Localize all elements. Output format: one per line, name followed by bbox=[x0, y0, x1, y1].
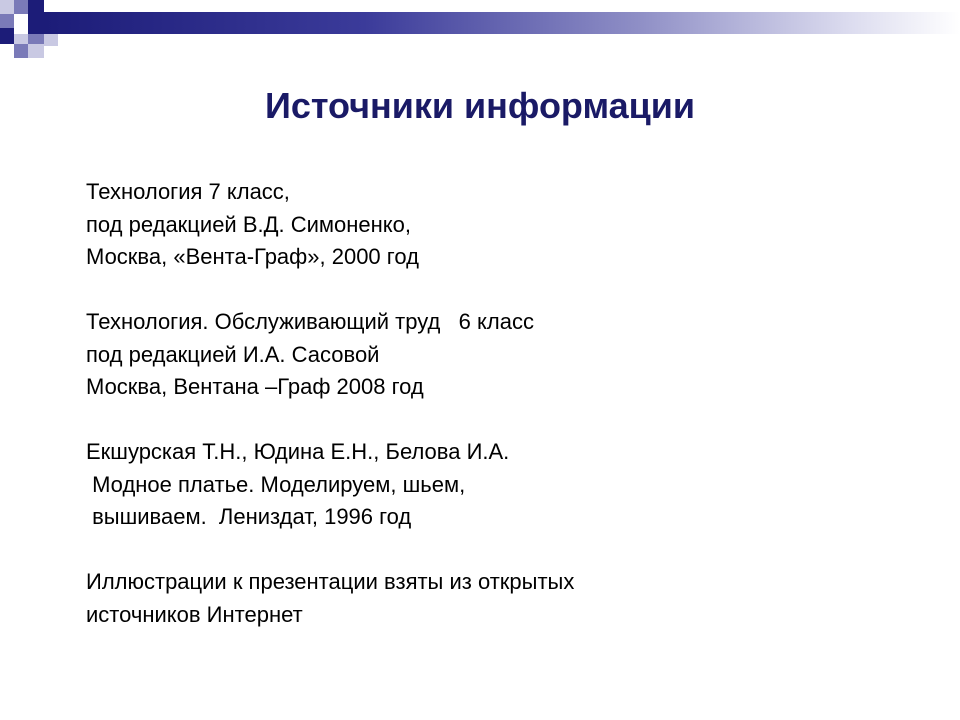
deco-square bbox=[14, 34, 28, 44]
source-line: источников Интернет bbox=[86, 601, 303, 627]
deco-square bbox=[14, 0, 28, 14]
deco-square bbox=[28, 0, 44, 14]
deco-square bbox=[28, 44, 44, 58]
deco-square bbox=[0, 14, 14, 28]
deco-square bbox=[44, 34, 58, 46]
source-line: под редакцией В.Д. Симоненко, bbox=[86, 211, 412, 237]
source-entry bbox=[86, 306, 906, 404]
source-line: Екшурская Т.Н., Юдина Е.Н., Белова И.А. bbox=[86, 439, 510, 464]
deco-square bbox=[0, 28, 14, 44]
source-line: Модное платье. Моделируем, шьем, bbox=[86, 471, 466, 497]
source-entry bbox=[86, 436, 906, 534]
source-line: под редакцией И.А. Сасовой bbox=[86, 341, 380, 367]
source-entry bbox=[86, 566, 906, 631]
source-line: Иллюстрации к презентации взяты из открытых bbox=[86, 569, 575, 594]
header-gradient-band bbox=[44, 12, 960, 34]
deco-square bbox=[14, 44, 28, 58]
decorative-squares bbox=[0, 0, 120, 70]
deco-square bbox=[0, 0, 14, 14]
sources-list bbox=[86, 176, 906, 631]
deco-square bbox=[14, 14, 28, 34]
slide-title: Источники информации bbox=[264, 85, 696, 126]
source-line: вышиваем. Лениздат, 1996 год bbox=[86, 504, 412, 529]
source-line: Москва, «Вента-Граф», 2000 год bbox=[86, 244, 419, 269]
source-entry bbox=[86, 176, 906, 274]
source-line: Технология. Обслуживающий труд 6 класс bbox=[86, 309, 534, 334]
source-line: Технология 7 класс, bbox=[86, 179, 290, 204]
source-line: Москва, Вентана –Граф 2008 год bbox=[86, 374, 424, 399]
deco-square bbox=[28, 34, 44, 44]
deco-square bbox=[28, 14, 44, 34]
